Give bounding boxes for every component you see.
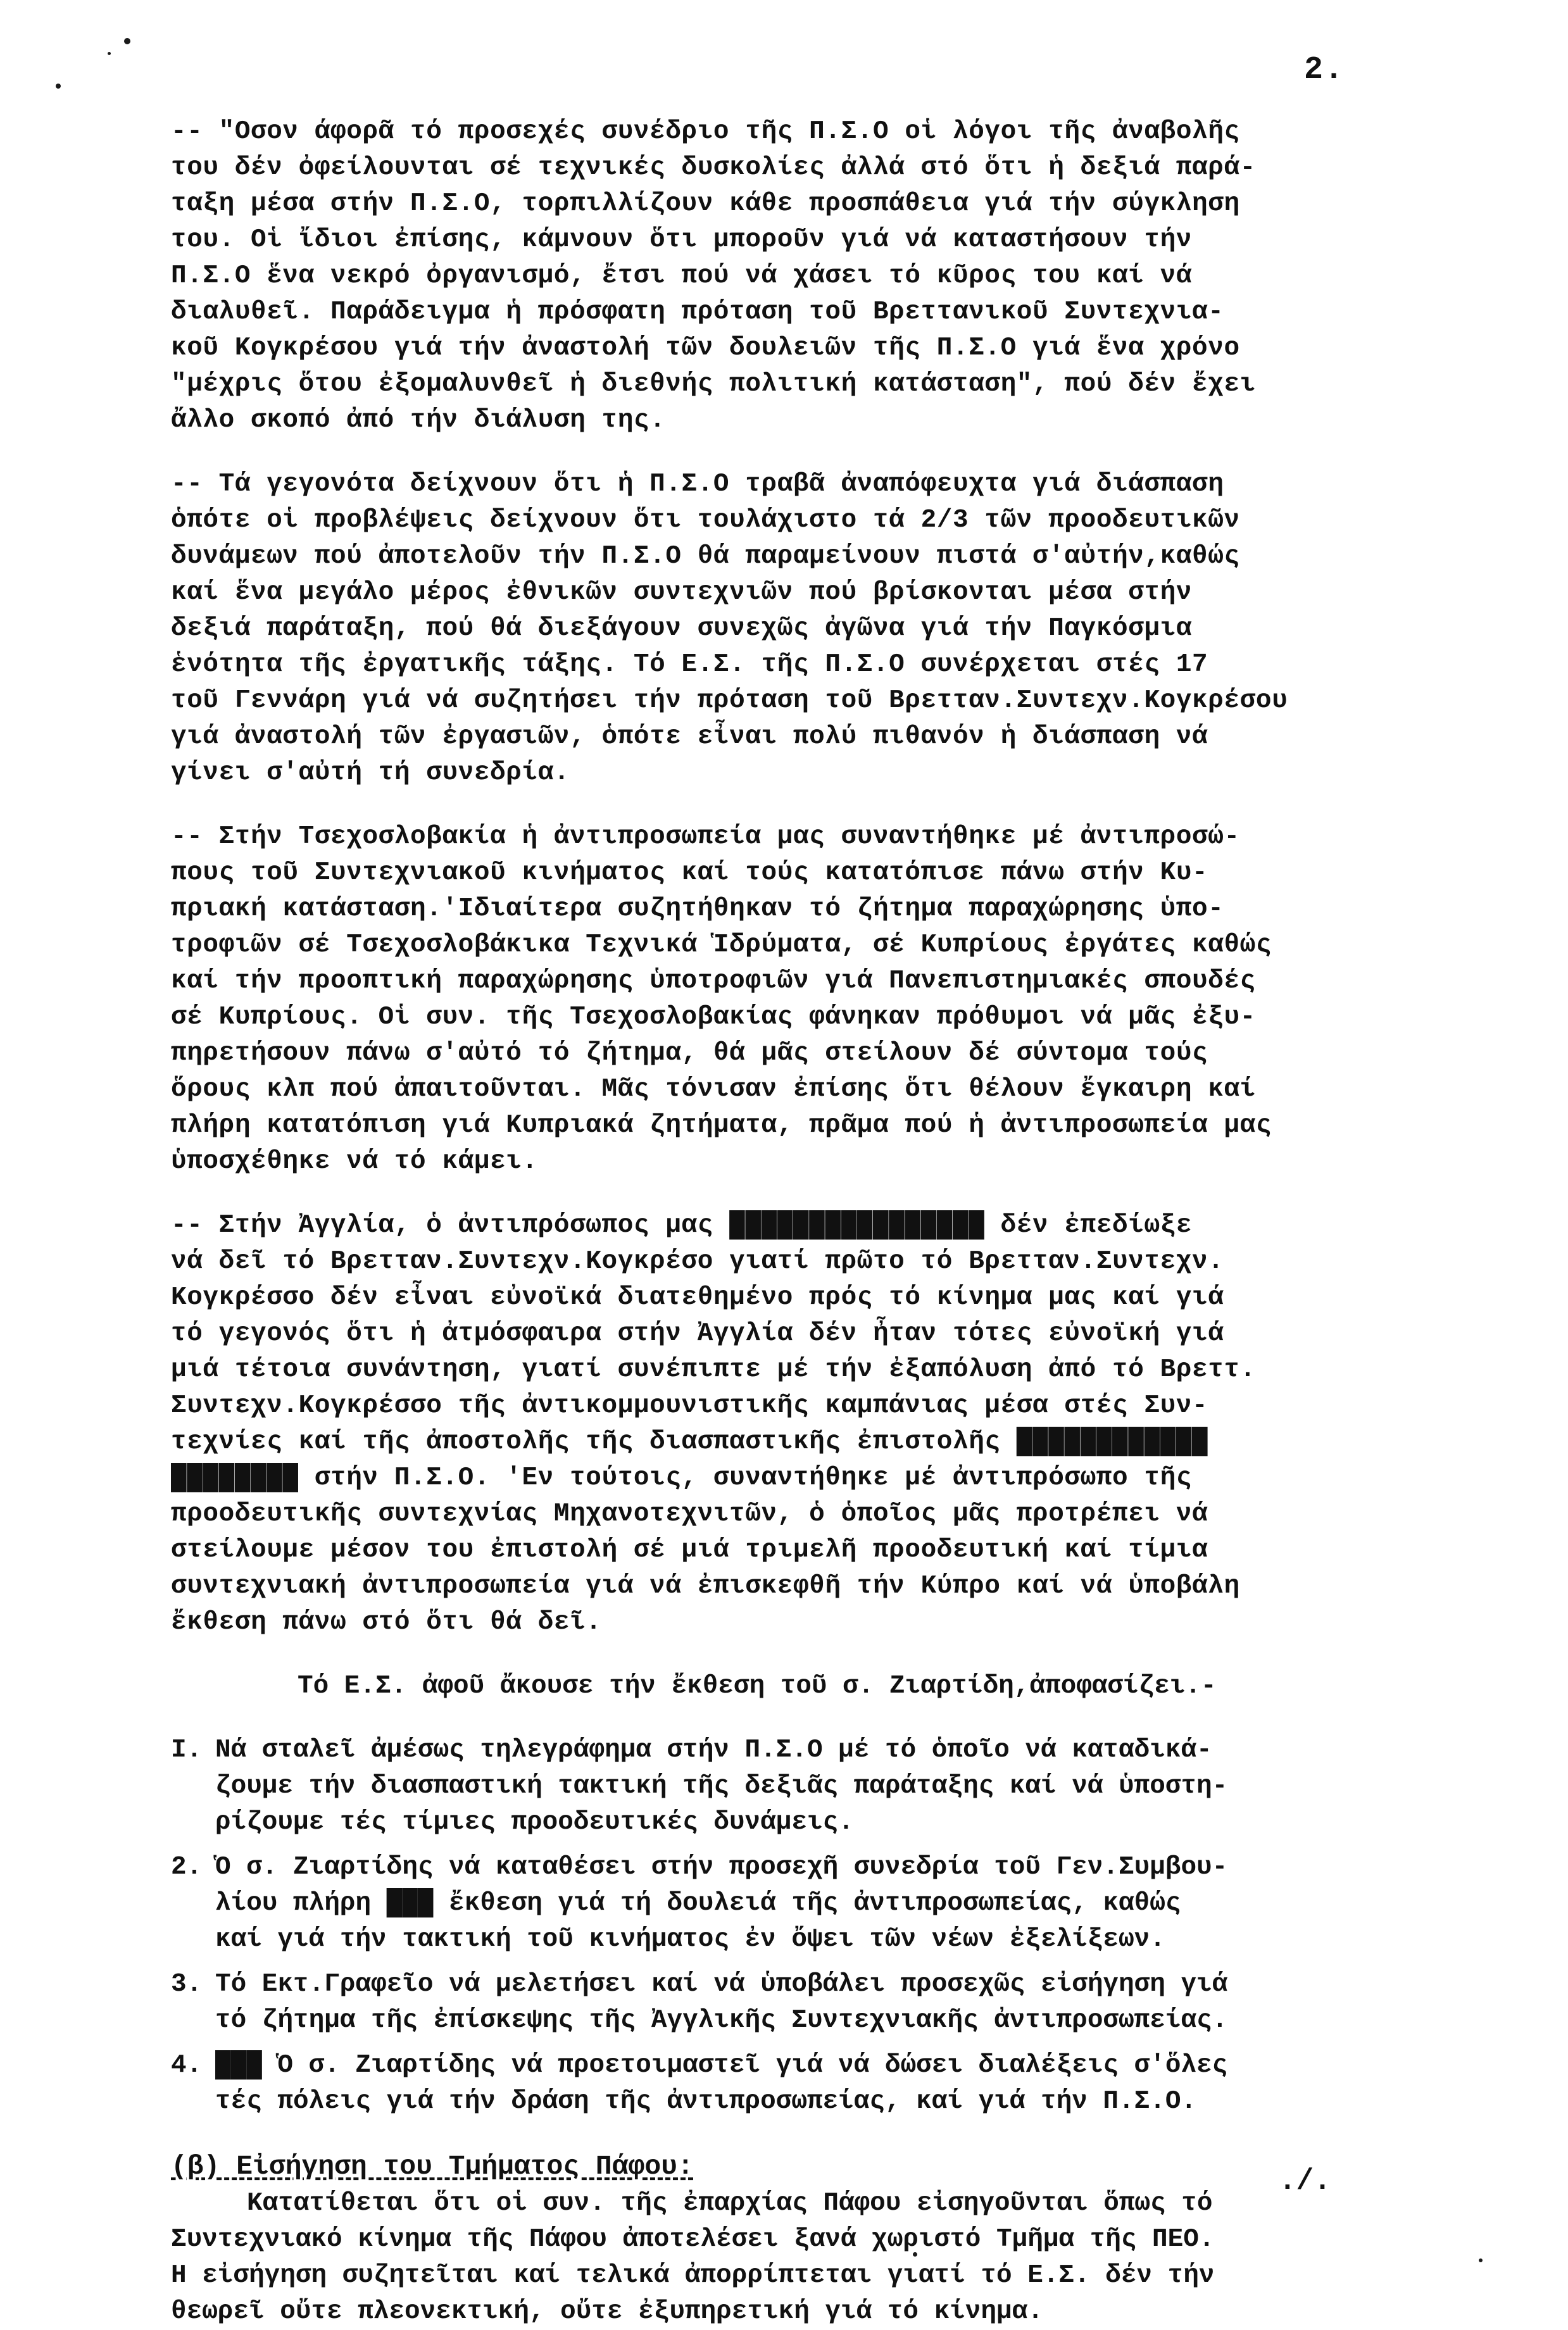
text-line: ἑνότητα τῆς ἐργατικῆς τάξης. Τό Ε.Σ. τῆς Π.Σ.Ο συνέρχεται στές 17 bbox=[171, 650, 1208, 679]
decision-intro: Τό Ε.Σ. ἀφοῦ ἄκουσε τήν ἔκθεση τοῦ σ. Ζιαρτίδη,ἀποφασίζει.- bbox=[298, 1672, 1217, 1701]
text-line: του δέν ὀφείλουνται σέ τεχνικές δυσκολίες ἀλλά στό ὅτι ἡ δεξιά παρά- bbox=[171, 153, 1256, 182]
text-line: ὅρους κλπ πού ἀπαιτοῦνται. Μᾶς τόνισαν ἐπίσης ὅτι θέλουν ἔγκαιρη καί bbox=[171, 1075, 1256, 1104]
decision-item-3 bbox=[171, 1967, 1469, 2039]
text-line: Ὁ σ. Ζιαρτίδης νά καταθέσει στήν προσεχῆ συνεδρία τοῦ Γεν.Συμβου- bbox=[215, 1853, 1228, 1882]
decision-item-2 bbox=[171, 1850, 1469, 1958]
ink-speck bbox=[124, 38, 130, 44]
text-line: του. Οἱ ἴδιοι ἐπίσης, κάμνουν ὅτι μποροῦν γιά νά καταστήσουν τήν bbox=[171, 225, 1193, 254]
paragraph-psso-congress bbox=[171, 114, 1469, 439]
text-line: -- "Οσον άφορᾶ τό προσεχές συνέδριο τῆς Π.Σ.Ο οἱ λόγοι τῆς ἀναβολῆς bbox=[171, 117, 1240, 146]
text-line: -- Τά γεγονότα δείχνουν ὅτι ἡ Π.Σ.Ο τραβᾶ ἀναπόφευχτα γιά διάσπαση bbox=[171, 470, 1224, 499]
text-line: -- Στήν Τσεχοσλοβακία ἡ ἀντιπροσωπεία μας συναντήθηκε μέ ἀντιπροσώ- bbox=[171, 822, 1240, 851]
text-line: καί τήν προοπτική παραχώρησης ὑποτροφιῶν γιά Πανεπιστημιακές σπουδές bbox=[171, 967, 1256, 996]
text-line: ███ Ὁ σ. Ζιαρτίδης νά προετοιμαστεῖ γιά νά δώσει διαλέξεις σ'ὅλες bbox=[215, 2051, 1228, 2080]
text-line: γιά ἀναστολή τῶν ἐργασιῶν, ὁπότε εἶναι πολύ πιθανόν ἡ διάσπαση νά bbox=[171, 722, 1208, 751]
text-line: ████████ στήν Π.Σ.Ο. 'Εν τούτοις, συναντήθηκε μέ ἀντιπρόσωπο τῆς bbox=[171, 1463, 1193, 1493]
text-line: ἔκθεση πάνω στό ὅτι θά δεῖ. bbox=[171, 1608, 602, 1637]
section-body-paphos bbox=[171, 2186, 1469, 2330]
text-line: δυνάμεων πού ἀποτελοῦν τήν Π.Σ.Ο θά παραμείνουν πιστά σ'αὐτήν,καθώς bbox=[171, 542, 1240, 571]
text-line: τοῦ Γεννάρη γιά νά συζητήσει τήν πρόταση τοῦ Βρετταν.Συντεχν.Κογκρέσου bbox=[171, 686, 1288, 715]
paragraph-split-forecast bbox=[171, 467, 1469, 791]
text-line: Τό Εκτ.Γραφεῖο νά μελετήσει καί νά ὑποβάλει προσεχῶς εἰσήγηση γιά bbox=[215, 1970, 1228, 1999]
paragraph-czechoslovakia bbox=[171, 819, 1469, 1180]
decision-number: 3. bbox=[171, 1970, 203, 1999]
ink-speck bbox=[56, 84, 61, 89]
text-line: σέ Κυπρίους. Οἱ συν. τῆς Τσεχοσλοβακίας φάνηκαν πρόθυμοι νά μᾶς ἐξυ- bbox=[171, 1003, 1256, 1032]
text-line: τό γεγονός ὅτι ἡ ἀτμόσφαιρα στήν Ἀγγλία δέν ἦταν τότες εὐνοϊκή γιά bbox=[171, 1319, 1224, 1348]
text-line: γίνει σ'αὐτή τή συνεδρία. bbox=[171, 758, 570, 787]
section-heading-paphos: (β) Εἰσήγηση του Τμήματος Πάφου: bbox=[171, 2151, 694, 2182]
text-line: ζουμε τήν διασπαστική τακτική τῆς δεξιᾶς παράταξης καί νά ὑποστη- bbox=[215, 1772, 1228, 1801]
text-line: τές πόλεις γιά τήν δράση τῆς ἀντιπροσωπείας, καί γιά τήν Π.Σ.Ο. bbox=[215, 2087, 1197, 2116]
text-line: καί γιά τήν τακτική τοῦ κινήματος ἐν ὄψει τῶν νέων ἐξελίξεων. bbox=[215, 1925, 1165, 1954]
text-line: Π.Σ.Ο ἕνα νεκρό ὀργανισμό, ἔτσι πού νά χάσει τό κῦρος του καί νά bbox=[171, 261, 1193, 291]
text-line: Συντεχνιακό κίνημα τῆς Πάφου ἀποτελέσει ξανά χωριστό Τμῆμα τῆς ΠΕΟ. bbox=[171, 2225, 1215, 2254]
document-body bbox=[171, 114, 1469, 2330]
text-line: τό ζήτημα τῆς ἐπίσκεψης τῆς Ἀγγλικῆς Συντεχνιακῆς ἀντιπροσωπείας. bbox=[215, 2006, 1228, 2035]
text-line: πριακή κατάσταση.'Ιδιαίτερα συζητήθηκαν τό ζήτημα παραχώρησης ὑπο- bbox=[171, 894, 1224, 924]
text-line: στείλουμε μέσον του ἐπιστολή σέ μιά τριμελῆ προοδευτική καί τίμια bbox=[171, 1536, 1208, 1565]
text-line: δεξιά παράταξη, πού θά διεξάγουν συνεχῶς ἀγῶνα γιά τήν Παγκόσμια bbox=[171, 614, 1193, 643]
text-line: ταξη μέσα στήν Π.Σ.Ο, τορπιλλίζουν κάθε προσπάθεια γιά τήν σύγκληση bbox=[171, 189, 1240, 218]
decision-item-4 bbox=[171, 2048, 1469, 2120]
text-line: ὁπότε οἱ προβλέψεις δείχνουν ὅτι τουλάχιστο τά 2/3 τῶν προοδευτικῶν bbox=[171, 506, 1240, 535]
decision-text bbox=[215, 1850, 1227, 1958]
text-line: πους τοῦ Συντεχνιακοῦ κινήματος καί τούς κατατόπισε πάνω στήν Κυ- bbox=[171, 858, 1208, 887]
ink-speck bbox=[1479, 2258, 1483, 2262]
decision-number: 4. bbox=[171, 2051, 203, 2080]
text-line: ἄλλο σκοπό ἀπό τήν διάλυση της. bbox=[171, 406, 666, 435]
text-line: τεχνίες καί τῆς ἀποστολῆς τῆς διασπαστικῆς ἐπιστολῆς ████████████ bbox=[171, 1427, 1208, 1456]
text-line: ὑποσχέθηκε νά τό κάμει. bbox=[171, 1147, 538, 1176]
text-line: Συντεχν.Κογκρέσσο τῆς ἀντικομμουνιστικῆς καμπάνιας μέσα στές Συν- bbox=[171, 1391, 1208, 1420]
text-line: κοῦ Κογκρέσου γιά τήν ἀναστολή τῶν δουλειῶν τῆς Π.Σ.Ο γιά ἕνα χρόνο bbox=[171, 334, 1240, 363]
text-line: μιά τέτοια συνάντηση, γιατί συνέπιπτε μέ τήν ἐξαπόλυση ἀπό τό Βρεττ. bbox=[171, 1355, 1256, 1384]
decision-text bbox=[215, 1967, 1227, 2039]
decision-number: I. bbox=[171, 1736, 203, 1765]
text-line: Κογκρέσσο δέν εἶναι εὐνοϊκά διατεθημένο πρός τό κίνημα μας καί γιά bbox=[171, 1283, 1224, 1312]
text-line: καί ἕνα μεγάλο μέρος ἐθνικῶν συντεχνιῶν πού βρίσκονται μέσα στήν bbox=[171, 578, 1193, 607]
page-number: 2. bbox=[1304, 52, 1345, 88]
decision-number: 2. bbox=[171, 1853, 203, 1882]
decision-text bbox=[215, 1732, 1227, 1841]
text-line: πηρετήσουν πάνω σ'αὐτό τό ζήτημα, θά μᾶς στείλουν δέ σύντομα τούς bbox=[171, 1039, 1208, 1068]
decision-text bbox=[215, 2048, 1227, 2120]
text-line: διαλυθεῖ. Παράδειγμα ἡ πρόσφατη πρόταση τοῦ Βρεττανικοῦ Συντεχνια- bbox=[171, 298, 1224, 327]
text-line: λίου πλήρη ███ ἔκθεση γιά τή δουλειά τῆς ἀντιπροσωπείας, καθώς bbox=[215, 1889, 1181, 1918]
text-line: πλήρη κατατόπιση γιά Κυπριακά ζητήματα, πρᾶμα πού ἡ ἀντιπροσωπεία μας bbox=[171, 1111, 1272, 1140]
text-line: Η εἰσήγηση συζητεῖται καί τελικά ἀπορρίπτεται γιατί τό Ε.Σ. δέν τήν bbox=[171, 2261, 1215, 2290]
paragraph-england bbox=[171, 1208, 1469, 1641]
ink-speck bbox=[108, 52, 111, 55]
text-line: ρίζουμε τές τίμιες προοδευτικές δυνάμεις. bbox=[215, 1808, 854, 1837]
text-line: συντεχνιακή ἀντιπροσωπεία γιά νά ἐπισκεφθῆ τήν Κύπρο καί νά ὑποβάλη bbox=[171, 1572, 1240, 1601]
continuation-mark: ./. bbox=[1279, 2165, 1331, 2198]
text-line: νά δεῖ τό Βρετταν.Συντεχν.Κογκρέσο γιατί πρῶτο τό Βρετταν.Συντεχν. bbox=[171, 1247, 1224, 1276]
text-line: Νά σταλεῖ ἀμέσως τηλεγράφημα στήν Π.Σ.Ο μέ τό ὁποῖο νά καταδικά- bbox=[215, 1736, 1212, 1765]
text-line: τροφιῶν σέ Τσεχοσλοβάκικα Τεχνικά Ἱδρύματα, σέ Κυπρίους ἐργάτες καθώς bbox=[171, 930, 1272, 960]
text-line: θεωρεῖ οὔτε πλεονεκτική, οὔτε ἐξυπηρετική γιά τό κίνημα. bbox=[171, 2297, 1043, 2326]
text-line: Κατατίθεται ὅτι οἱ συν. τῆς ἐπαρχίας Πάφου εἰσηγοῦνται ὅπως τό bbox=[247, 2189, 1213, 2218]
text-line: "μέχρις ὅτου ἐξομαλυνθεῖ ἡ διεθνής πολιτική κατάσταση", πού δέν ἔχει bbox=[171, 370, 1256, 399]
text-line: -- Στήν Ἀγγλία, ὁ ἀντιπρόσωπος μας ████████████████ δέν ἐπεδίωξε bbox=[171, 1211, 1193, 1240]
text-line: προοδευτικῆς συντεχνίας Μηχανοτεχνιτῶν, ὁ ὁποῖος μᾶς προτρέπει νά bbox=[171, 1500, 1208, 1529]
decision-item-1 bbox=[171, 1732, 1469, 1841]
